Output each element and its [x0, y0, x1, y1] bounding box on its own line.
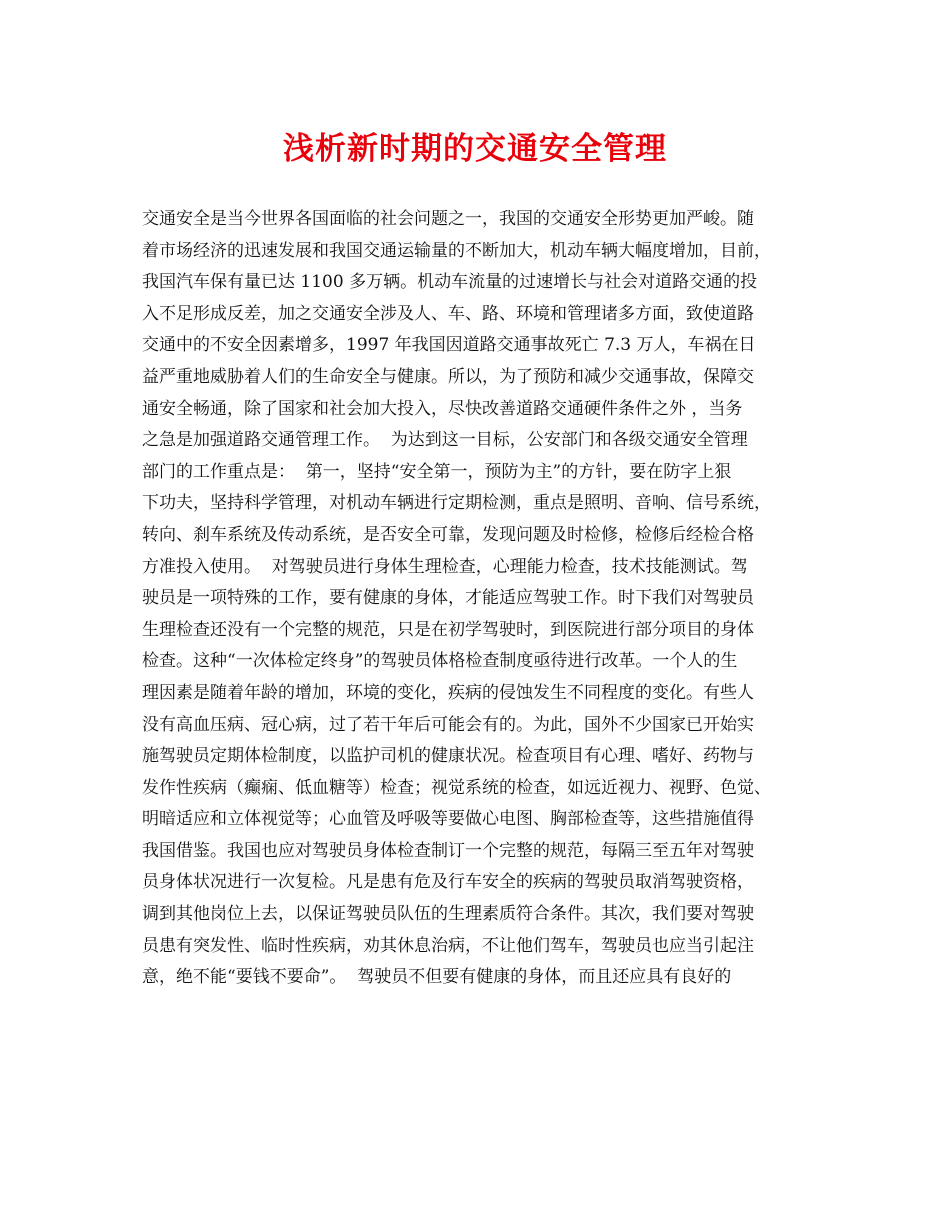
body-line: 入不足形成反差，加之交通安全涉及人、车、路、环境和管理诸多方面，致使道路	[142, 303, 754, 324]
body-line: 发作性疾病（癫痫、低血糖等）检查；视觉系统的检查，如远近视力、视野、色觉、	[142, 777, 771, 798]
body-line: 我国汽车保有量已达 1100 多万辆。机动车流量的过速增长与社会对道路交通的投	[142, 272, 758, 293]
body-line: 下功夫，坚持科学管理，对机动车辆进行定期检测，重点是照明、音响、信号系统，	[142, 493, 771, 514]
body-line: 交通安全是当今世界各国面临的社会问题之一，我国的交通安全形势更加严峻。随	[142, 209, 754, 229]
body-line: 我国借鉴。我国也应对驾驶员身体检查制订一个完整的规范，每隔三至五年对驾驶	[142, 840, 754, 861]
body-line: 没有高血压病、冠心病，过了若干年后可能会有的。为此，国外不少国家已开始实	[142, 714, 754, 735]
body-line: 驶员是一项特殊的工作，要有健康的身体，才能适应驾驶工作。时下我们对驾驶员	[142, 588, 754, 609]
document-title: 浅析新时期的交通安全管理	[283, 131, 667, 167]
body-line: 意，绝不能“要钱不要命”。 驾驶员不但要有健康的身体，而且还应具有良好的	[142, 967, 732, 988]
body-line: 之急是加强道路交通管理工作。 为达到这一目标，公安部门和各级交通安全管理	[142, 430, 748, 451]
body-line: 转向、刹车系统及传动系统，是否安全可靠，发现问题及时检修，检修后经检合格	[142, 524, 754, 545]
body-line: 理因素是随着年龄的增加，环境的变化，疾病的侵蚀发生不同程度的变化。有些人	[142, 682, 754, 703]
body-line: 益严重地威胁着人们的生命安全与健康。所以，为了预防和减少交通事故，保障交	[142, 366, 754, 387]
document-body	[142, 204, 832, 994]
body-line: 着市场经济的迅速发展和我国交通运输量的不断加大，机动车辆大幅度增加，目前，	[142, 240, 771, 261]
body-line: 检查。这种“一次体检定终身”的驾驶员体格检查制度亟待进行改革。一个人的生	[142, 651, 738, 672]
body-line: 生理检查还没有一个完整的规范，只是在初学驾驶时，到医院进行部分项目的身体	[142, 619, 754, 640]
body-line: 调到其他岗位上去，以保证驾驶员队伍的生理素质符合条件。其次，我们要对驾驶	[142, 904, 754, 925]
body-line: 施驾驶员定期体检制度，以监护司机的健康状况。检查项目有心理、嗜好、药物与	[142, 746, 754, 767]
body-line: 通安全畅通，除了国家和社会加大投入，尽快改善道路交通硬件条件之外 ，当务	[142, 398, 743, 419]
body-line: 交通中的不安全因素增多，1997 年我国因道路交通事故死亡 7.3 万人，车祸在日	[142, 335, 756, 356]
body-line: 部门的工作重点是： 第一，坚持“安全第一，预防为主”的方针，要在防字上狠	[142, 461, 732, 482]
body-line: 员身体状况进行一次复检。凡是患有危及行车安全的疾病的驾驶员取消驾驶资格，	[142, 872, 754, 893]
body-line: 员患有突发性、临时性疾病，劝其休息治病，不让他们驾车，驾驶员也应当引起注	[142, 935, 754, 956]
body-line: 明暗适应和立体视觉等；心血管及呼吸等要做心电图、胸部检查等，这些措施值得	[142, 809, 754, 830]
body-line: 方准投入使用。 对驾驶员进行身体生理检查，心理能力检查，技术技能测试。驾	[142, 556, 748, 577]
